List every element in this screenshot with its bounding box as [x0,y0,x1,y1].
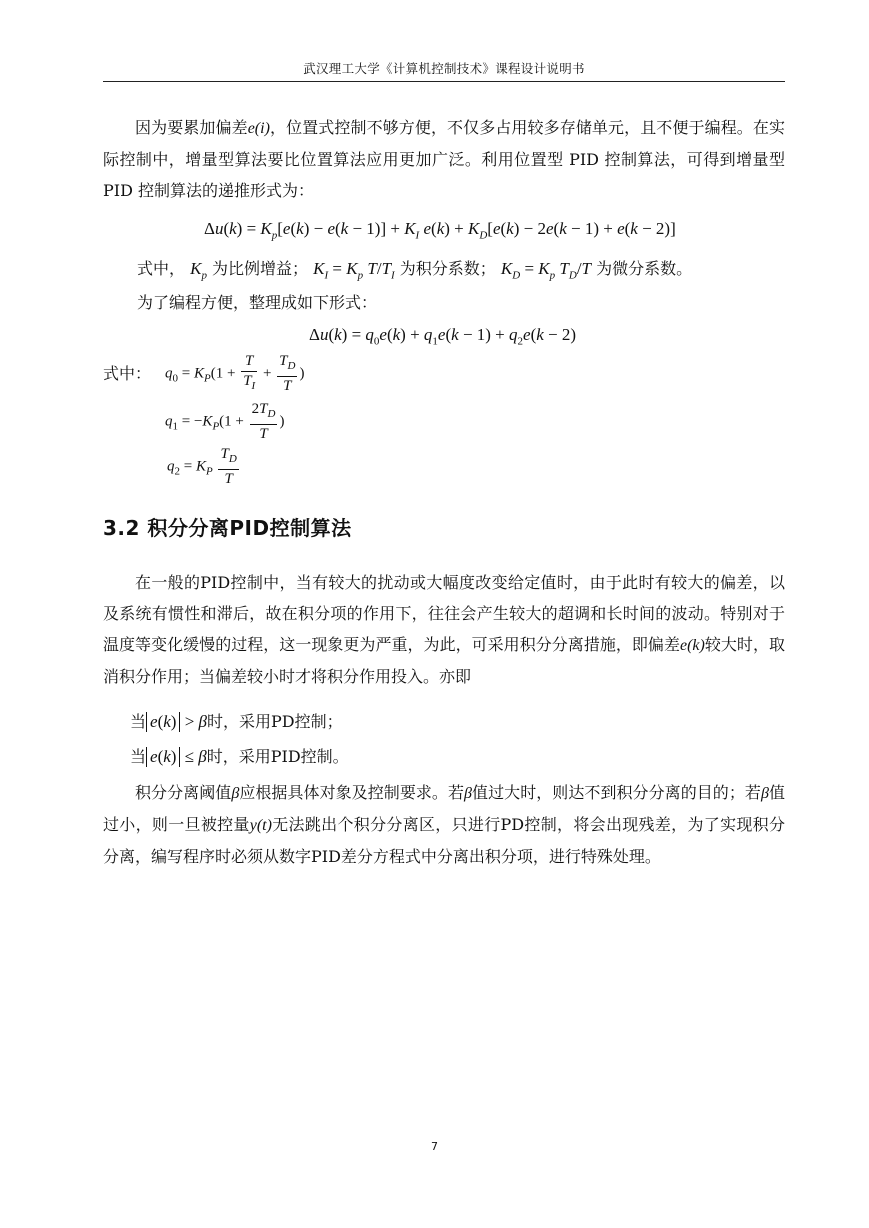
case-lead: 当 [130,712,147,731]
para-text: 在一般的PID控制中，当有较大的扰动或大幅度改变给定值时，由于此时有较大的偏差，以及系统有惯性和滞后，故在积分项的作用下，往往会产生较大的超调和长时间的波动。特别对于温度等变化缓慢的过程，这一现象更为严重，为此，可采用积分分离措施，即偏差 [103,573,785,654]
def-ki: 为积分系数； [399,259,496,278]
equation-q0: $q_0 = K_P(1$ + $\frac{T}{T_I}$ + $\frac{T_D}{T}$ ) [165,353,305,394]
equation-q1: $q_1 = -K_P(1$ + $\frac{2T_D}{T}$ ) [165,401,285,442]
para-text: 值过小，则一旦被控量 [103,783,785,834]
def-kp: 为比例增益； [212,259,309,278]
coefficient-definitions: 式中， $K_p$ 为比例增益； $K_I = K_p$ $T/T_I$ 为积分系数； $K_D = K_p$ $T_D/T$ 为微分系数。 [137,259,693,282]
header-rule [103,81,785,82]
page-number: 7 [431,1140,438,1153]
paragraph-threshold: 积分分离阈值β应根据具体对象及控制要求。若β值过大时，则达不到积分分离的目的；若β值过小，则一旦被控量y(t)无法跳出个积分分离区，只进行PD控制，将会出现残差，为了实现积分分离，编写程序时必须从数字PID差分方程式中分离出积分项，进行特殊处理。 [103,783,785,866]
case-tail: 时，采用PID控制。 [206,747,349,766]
para-text: 较大时，取消积分作用；当偏差较小时才将积分作用投入。亦即 [103,635,785,686]
para-text: ，位置式控制不够方便，不仅多占用较多存储单元，且不便于编程。在实际控制中，增量型算法要比位置算法应用更加广泛。利用位置型 PID 控制算法，可得到增量型 PID 控制算法的递推形式为： [103,118,785,200]
def-kd: 为微分系数。 [596,259,693,278]
page-header: 武汉理工大学《计算机控制技术》课程设计说明书 [303,61,585,76]
section-title: 3.2 积分分离PID控制算法 [103,516,352,540]
para-text: 积分分离阈值 [135,783,232,802]
math-ek: e(k) [679,637,705,654]
paragraph-incremental-pid [103,112,785,206]
case-lead: 当 [130,747,147,766]
math-ei: e(i) [247,120,270,137]
math-yt: y(t) [249,817,272,834]
condition-pd: 当 e(k) > β时，采用PD控制； [130,712,343,731]
para-text: 无法跳出个积分分离区，只进行PD控制，将会出现残差，为了实现积分分离，编写程序时必须从数字PID差分方程式中分离出积分项，进行特殊处理。 [103,815,785,866]
equation-incremental-pid: $\Delta u(k) = K_p[e(k) - e(k - 1)] + K_I$ $e(k) + K_D[e(k) - 2e(k - 1) + e(k - 2)]$ [204,219,676,242]
equation-q2: $q_2 = K_P$ $\frac{T_D}{T}$ [167,446,237,487]
equation-q-form: $\Delta u(k) = q_0e(k) + q_1e(k - 1) + q_2e(k - 2)$ [309,325,577,348]
para-text: 应根据具体对象及控制要求。若 [239,783,465,802]
condition-pid: 当 e(k) ≤ β时，采用PID控制。 [130,747,349,766]
paragraph-programming: 为了编程方便，整理成如下形式： [137,293,378,312]
para-text: 因为要累加偏差 [135,118,248,137]
def-lead: 式中， [137,259,186,278]
case-tail: 时，采用PD控制； [207,712,343,731]
where-label: 式中： [103,364,152,383]
paragraph-integral-separation [103,567,785,692]
para-text: 值过大时，则达不到积分分离的目的；若 [472,783,761,802]
